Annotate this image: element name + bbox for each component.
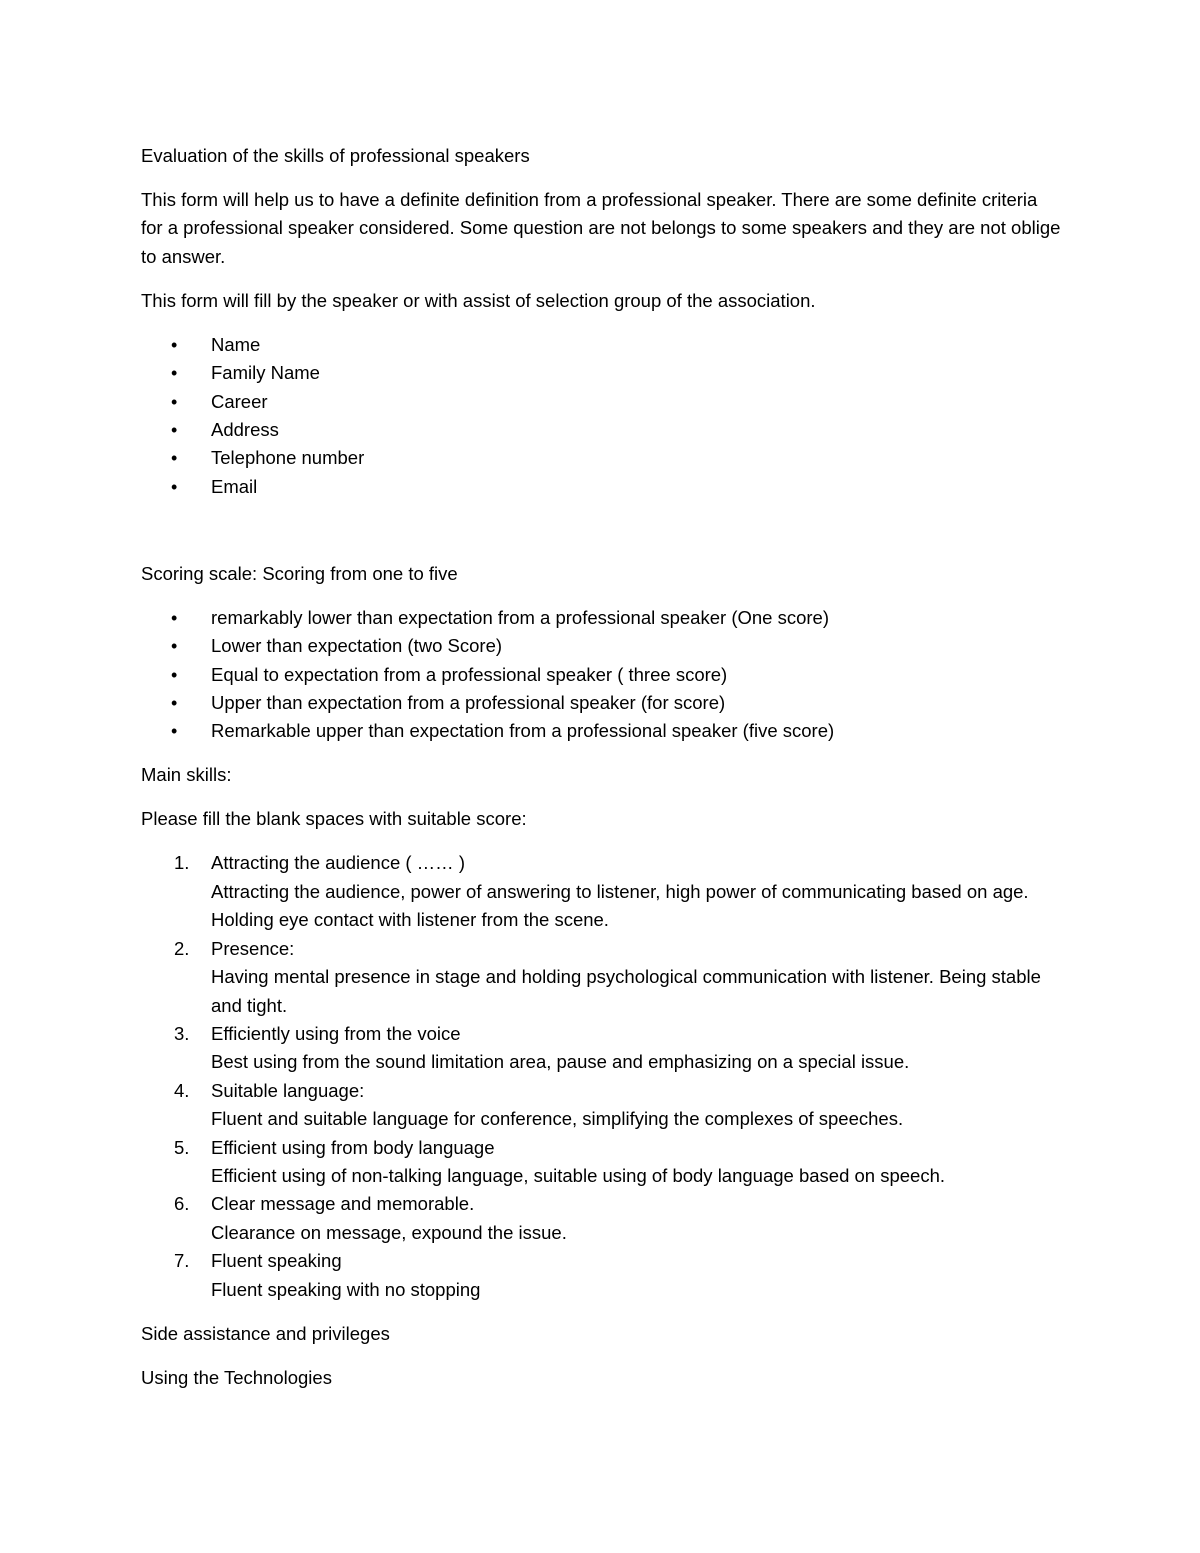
skill-description: Fluent and suitable language for conference, simplifying the complexes of speeches. [211,1108,904,1130]
field-item [141,473,1061,501]
skill-title: Presence: [211,937,295,959]
bullet-icon: • [171,448,178,469]
fill-note: This form will fill by the speaker or with assist of selection group of the association. [141,289,816,311]
scoring-item-text: remarkably lower than expectation from a professional speaker (One score) [211,606,829,628]
skill-item [141,1020,1061,1077]
scoring-item-text: Lower than expectation (two Score) [211,635,503,657]
skill-description: Having mental presence in stage and holding psychological communication with listener. Being stable and tight. [211,966,1041,1016]
scoring-item [141,604,1061,632]
skill-item [141,849,1061,934]
personal-fields-list [141,331,1061,501]
bullet-icon: • [171,420,178,441]
field-item-text: Email [211,475,258,497]
field-item-text: Telephone number [211,447,365,469]
field-item [141,331,1061,359]
skill-title: Attracting the audience ( …… ) [211,852,465,874]
skill-item [141,1190,1061,1247]
bullet-icon: • [171,363,178,384]
skill-number: 7. [174,1250,190,1272]
scoring-item-text: Upper than expectation from a professional speaker (for score) [211,692,726,714]
skill-description: Efficient using of non-talking language, suitable using of body language based on speech. [211,1164,946,1186]
section-gap [141,517,1061,560]
main-skills-heading: Main skills: [141,764,232,786]
scoring-item [141,689,1061,717]
skill-description: Best using from the sound limitation area, pause and emphasizing on a special issue. [211,1051,910,1073]
field-item [141,359,1061,387]
document-title: Evaluation of the skills of professional speakers [141,145,530,166]
scoring-item [141,632,1061,660]
bullet-icon: • [171,476,178,497]
skill-item [141,1134,1061,1191]
field-item [141,416,1061,444]
skill-number: 4. [174,1079,190,1101]
instruction-text: Please fill the blank spaces with suitable score: [141,808,527,830]
intro-paragraph: This form will help us to have a definite definition from a professional speaker. There are some definite criteria for a professional speaker considered. Some question are not belongs to some speakers and they are not oblige to answer. [141,189,1061,267]
bullet-icon: • [171,391,178,412]
scoring-item-text: Remarkable upper than expectation from a professional speaker (five score) [211,720,835,742]
skill-number: 6. [174,1193,190,1215]
skill-number: 2. [174,937,190,959]
skills-list [141,849,1061,1304]
scoring-item [141,717,1061,745]
skill-title: Suitable language: [211,1079,365,1101]
field-item-text: Career [211,390,268,412]
skill-description: Attracting the audience, power of answering to listener, high power of communicating based on age. Holding eye contact with listener from the scene. [211,880,1029,931]
skill-item [141,1247,1061,1304]
field-item-text: Name [211,333,261,355]
skill-title: Clear message and memorable. [211,1193,475,1215]
scoring-item-text: Equal to expectation from a professional speaker ( three score) [211,663,728,685]
skill-title: Efficient using from body language [211,1136,495,1158]
scoring-item [141,661,1061,689]
bullet-icon: • [171,664,178,685]
scoring-heading: Scoring scale: Scoring from one to five [141,562,458,584]
skill-description: Fluent speaking with no stopping [211,1278,481,1300]
skill-number: 5. [174,1136,190,1158]
scoring-scale-list [141,604,1061,746]
skill-title: Fluent speaking [211,1250,342,1272]
skill-item [141,935,1061,1020]
bullet-icon: • [171,721,178,742]
skill-description: Clearance on message, expound the issue. [211,1221,567,1243]
side-assistance-heading: Side assistance and privileges [141,1322,390,1344]
bullet-icon: • [171,334,178,355]
field-item-text: Family Name [211,362,320,384]
technologies-heading: Using the Technologies [141,1366,332,1388]
field-item [141,444,1061,472]
bullet-icon: • [171,607,178,628]
field-item [141,388,1061,416]
field-item-text: Address [211,419,279,441]
skill-item [141,1077,1061,1134]
skill-number: 1. [174,852,190,874]
bullet-icon: • [171,636,178,657]
bullet-icon: • [171,693,178,714]
skill-title: Efficiently using from the voice [211,1022,461,1044]
skill-number: 3. [174,1022,190,1044]
document-page [141,142,1061,1408]
